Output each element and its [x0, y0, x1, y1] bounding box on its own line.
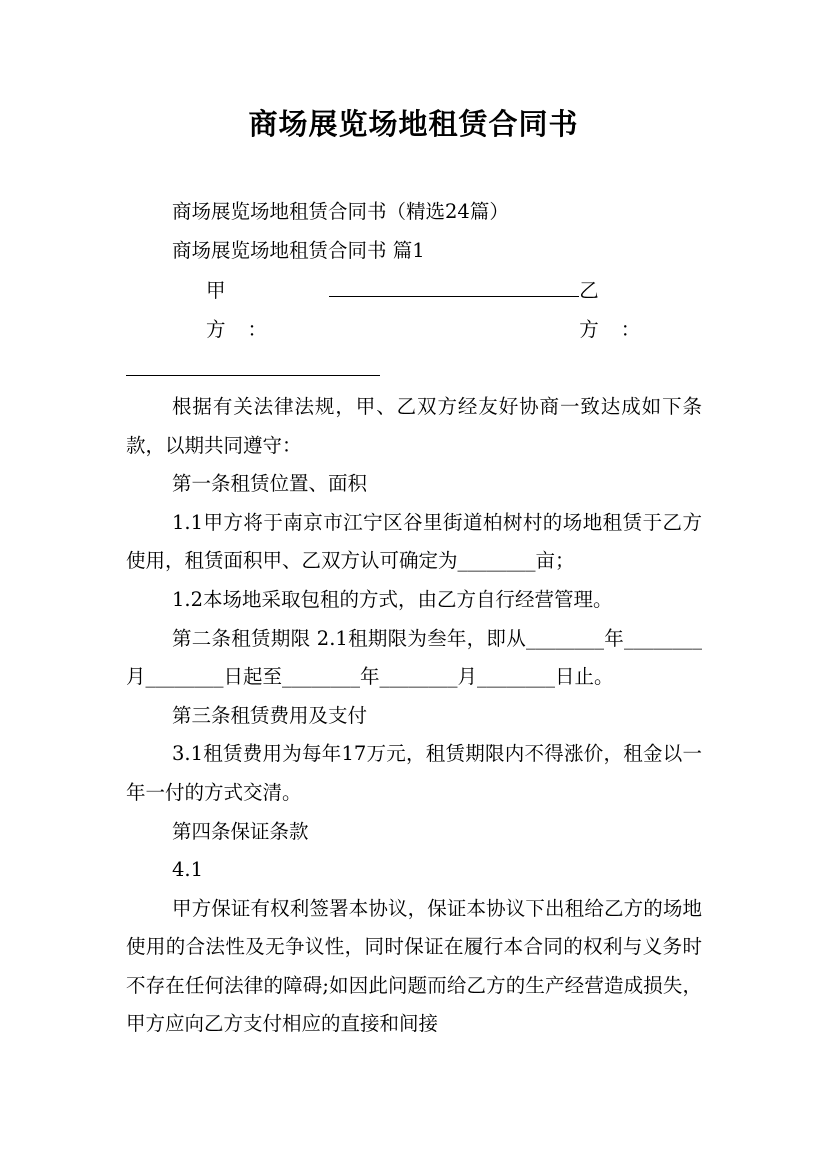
party-signature-line — [126, 270, 702, 349]
clause-1-1: 1.1甲方将于南京市江宁区谷里街道柏树村的场地租赁于乙方使用，租赁面积甲、乙双方认可确定为________亩； — [126, 510, 702, 573]
party-b-blank — [126, 349, 380, 376]
party-a-blank — [329, 270, 579, 297]
clause-1-2: 1.2本场地采取包租的方式，由乙方自行经营管理。 — [172, 587, 613, 611]
party-b-blank-row — [126, 349, 702, 388]
document-body — [126, 193, 702, 1044]
clause-3-1: 3.1租赁费用为每年17万元，租赁期限内不得涨价，租金以一年一付的方式交清。 — [126, 742, 702, 804]
article-1-heading: 第一条租赁位置、面积 — [172, 472, 368, 496]
clause-4-1-number: 4.1 — [172, 858, 204, 882]
paragraph-subtitle: 商场展览场地租赁合同书（精选24篇） — [172, 200, 509, 223]
party-a-label: 甲方： — [206, 279, 290, 341]
paragraph-preamble: 根据有关法律法规，甲、乙双方经友好协商一致达成如下条款，以期共同遵守： — [126, 394, 702, 457]
paragraph-chapter-heading: 商场展览场地租赁合同书 篇1 — [172, 238, 425, 262]
document-title: 商场展览场地租赁合同书 — [248, 107, 579, 141]
party-b-label: 乙方： — [579, 279, 663, 341]
article-2-clause: 第二条租赁期限 2.1租期限为叁年，即从________年________月________日起至________年________月________日止。 — [126, 626, 702, 689]
article-3-heading: 第三条租赁费用及支付 — [172, 703, 368, 727]
article-4-heading: 第四条保证条款 — [172, 819, 309, 843]
clause-4-1-text: 甲方保证有权利签署本协议，保证本协议下出租给乙方的场地使用的合法性及无争议性，同时保证在履行本合同的权利与义务时不存在任何法律的障碍;如因此问题而给乙方的生产经营造成损失，甲方应向乙方支付相应的直接和间接 — [126, 896, 702, 1036]
